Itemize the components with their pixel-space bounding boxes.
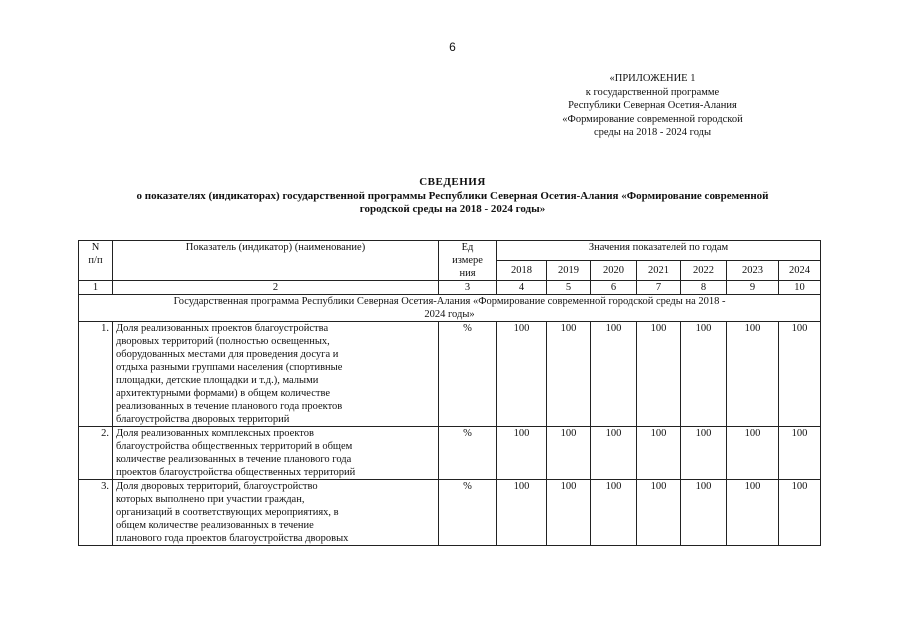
value-cell: 100: [681, 480, 727, 546]
appendix-line: к государственной программе: [585, 86, 720, 98]
column-number: 2: [113, 281, 439, 295]
column-number: 4: [497, 281, 547, 295]
header-indicator: Показатель (индикатор) (наименование): [113, 241, 439, 281]
header-num-line: N: [91, 242, 100, 253]
column-number: 1: [79, 281, 113, 295]
value-cell: 100: [727, 322, 779, 427]
appendix-line: «ПРИЛОЖЕНИЕ 1: [609, 73, 696, 84]
indicator-line: которых выполнено при участии граждан,: [116, 494, 305, 505]
row-number: 2.: [79, 427, 113, 480]
value-cell: 100: [637, 427, 681, 480]
column-number: 8: [681, 281, 727, 295]
indicator-line: площадки, детские площадки и т.д.), малыми: [116, 375, 319, 386]
value-cell: 100: [591, 427, 637, 480]
header-num-line: п/п: [88, 255, 103, 266]
header-unit-line: Ед: [461, 242, 474, 253]
appendix-line: «Формирование современной городской: [562, 113, 743, 125]
column-number: 10: [779, 281, 821, 295]
indicator-line: общем количестве реализованных в течение: [116, 520, 314, 531]
column-number: 3: [439, 281, 497, 295]
indicator-line: дворовых территорий (полностью освещенных,: [116, 336, 330, 347]
indicator-line: планового года проектов благоустройства дворовых: [116, 533, 349, 544]
value-cell: 100: [497, 322, 547, 427]
column-number: 5: [547, 281, 591, 295]
indicator-line: оборудованных местами для проведения досуга и: [116, 349, 339, 360]
program-title-row: [79, 295, 821, 322]
column-number: 9: [727, 281, 779, 295]
column-number: 7: [637, 281, 681, 295]
indicator-line: проектов благоустройства общественных территорий: [116, 467, 356, 478]
unit-cell: %: [439, 427, 497, 480]
page-number: 6: [449, 40, 456, 54]
value-cell: 100: [637, 322, 681, 427]
header-unit-line: измере: [452, 255, 483, 266]
heading-line: о показателях (индикаторах) государственной программы Республики Северная Осетия-Алания «Формирование современной: [136, 189, 769, 202]
value-cell: 100: [547, 427, 591, 480]
table-row: [79, 427, 821, 480]
appendix-note: [540, 72, 765, 140]
column-number: 6: [591, 281, 637, 295]
indicator-line: количестве реализованных в течение планового года: [116, 454, 352, 465]
indicator-text-clip: [116, 480, 435, 545]
heading-line: городской среды на 2018 - 2024 годы»: [359, 203, 546, 215]
indicator-name: [113, 480, 439, 546]
indicator-line: благоустройства дворовых территорий: [116, 414, 290, 425]
value-cell: 100: [681, 322, 727, 427]
column-numbers-row: [79, 281, 821, 295]
value-cell: 100: [681, 427, 727, 480]
row-number: 1.: [79, 322, 113, 427]
header-unit: [439, 241, 497, 281]
indicator-name: [113, 322, 439, 427]
table-row: [79, 480, 821, 546]
header-num: [79, 241, 113, 281]
indicator-name: [113, 427, 439, 480]
value-cell: 100: [497, 427, 547, 480]
value-cell: 100: [779, 322, 821, 427]
indicator-line: Доля реализованных комплексных проектов: [116, 428, 314, 439]
header-year: 2023: [727, 261, 779, 281]
unit-cell: %: [439, 480, 497, 546]
value-cell: 100: [779, 480, 821, 546]
value-cell: 100: [727, 480, 779, 546]
program-title-line: 2024 годы»: [424, 309, 475, 320]
value-cell: 100: [591, 480, 637, 546]
header-unit-line: ния: [459, 268, 476, 279]
indicator-line: реализованных в течение планового года проектов: [116, 401, 343, 412]
program-title: [79, 295, 821, 322]
value-cell: 100: [547, 480, 591, 546]
value-cell: 100: [547, 322, 591, 427]
appendix-line: Республики Северная Осетия-Алания: [568, 100, 737, 111]
value-cell: 100: [727, 427, 779, 480]
value-cell: 100: [779, 427, 821, 480]
header-values-group: Значения показателей по годам: [497, 241, 821, 261]
appendix-line: среды на 2018 - 2024 годы: [593, 127, 712, 138]
indicators-table: [78, 240, 821, 546]
header-year: 2021: [637, 261, 681, 281]
indicator-line: благоустройства общественных территорий в общем: [116, 441, 353, 452]
header-row: [79, 241, 821, 261]
indicator-line: отдыха разными группами населения (спортивные: [116, 362, 343, 373]
row-number: 3.: [79, 480, 113, 546]
header-year: 2018: [497, 261, 547, 281]
header-year: 2024: [779, 261, 821, 281]
header-year: 2019: [547, 261, 591, 281]
heading-title: СВЕДЕНИЯ: [419, 176, 486, 188]
unit-cell: %: [439, 322, 497, 427]
indicator-line: архитектурными формами) в общем количестве: [116, 388, 331, 399]
header-year: 2020: [591, 261, 637, 281]
value-cell: 100: [637, 480, 681, 546]
table-row: [79, 322, 821, 427]
document-heading: [60, 176, 845, 217]
program-title-line: Государственная программа Республики Северная Осетия-Алания «Формирование современной городской среды на 2018 -: [173, 296, 726, 307]
value-cell: 100: [497, 480, 547, 546]
indicator-line: организаций в соответствующих мероприятиях, в: [116, 507, 339, 518]
header-year: 2022: [681, 261, 727, 281]
indicator-line: Доля реализованных проектов благоустройства: [116, 323, 329, 334]
value-cell: 100: [591, 322, 637, 427]
indicator-line: Доля дворовых территорий, благоустройство: [116, 481, 318, 492]
